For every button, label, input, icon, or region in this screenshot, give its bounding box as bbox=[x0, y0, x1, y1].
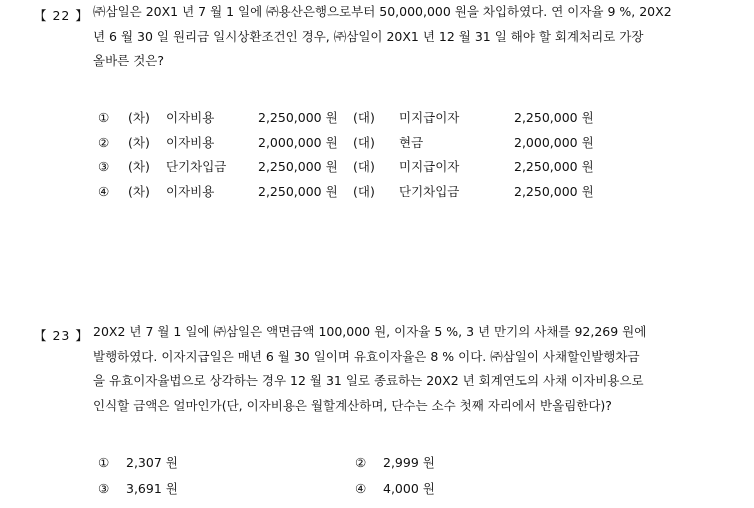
debit-amount: 2,250,000 원 bbox=[258, 110, 338, 125]
debit-account: 이자비용 bbox=[166, 110, 215, 125]
credit-amount: 2,250,000 원 bbox=[514, 110, 594, 125]
option-number: ① bbox=[98, 455, 110, 470]
question-23-stem bbox=[93, 320, 733, 418]
option-number: ④ bbox=[98, 183, 110, 199]
option-3[interactable] bbox=[98, 477, 178, 502]
stem-line: 을 유효이자율법으로 상각하는 경우 12 월 31 일로 종료하는 20X2 년 회계연도의 사채 이자비용으로 bbox=[93, 373, 644, 388]
option-number: ② bbox=[98, 134, 110, 150]
stem-line: 발행하였다. 이자지급일은 매년 6 월 30 일이며 유효이자율은 8 % 이다. ㈜삼일이 사채할인발행차금 bbox=[93, 348, 640, 364]
debit-marker: (차) bbox=[128, 183, 150, 199]
stem-line: 인식할 금액은 얼마인가(단, 이자비용은 월할계산하며, 단수는 소수 첫째 자리에서 반올림한다)? bbox=[93, 397, 612, 413]
credit-account: 단기차입금 bbox=[399, 183, 460, 199]
debit-account: 이자비용 bbox=[166, 183, 215, 199]
debit-marker: (차) bbox=[128, 159, 150, 174]
debit-amount: 2,250,000 원 bbox=[258, 183, 338, 199]
question-23-number: 【 23 】 bbox=[34, 328, 89, 343]
option-number: ③ bbox=[98, 481, 110, 496]
option-text: 4,000 원 bbox=[383, 481, 435, 496]
stem-line: ㈜삼일은 20X1 년 7 월 1 일에 ㈜용산은행으로부터 50,000,000 원을 차입하였다. 연 이자율 9 %, 20X2 bbox=[93, 4, 672, 19]
credit-account: 현금 bbox=[399, 134, 424, 150]
credit-amount: 2,250,000 원 bbox=[514, 159, 594, 174]
credit-marker: (대) bbox=[353, 110, 375, 125]
option-1[interactable] bbox=[98, 451, 178, 476]
credit-account: 미지급이자 bbox=[399, 110, 460, 125]
credit-amount: 2,250,000 원 bbox=[514, 183, 594, 199]
debit-amount: 2,000,000 원 bbox=[258, 134, 338, 150]
question-22-number: 【 22 】 bbox=[34, 8, 89, 23]
credit-marker: (대) bbox=[353, 159, 375, 174]
stem-line: 20X2 년 7 월 1 일에 ㈜삼일은 액면금액 100,000 원, 이자율 5 %, 3 년 만기의 사채를 92,269 원에 bbox=[93, 324, 647, 339]
option-text: 2,307 원 bbox=[126, 455, 178, 470]
debit-amount: 2,250,000 원 bbox=[258, 159, 338, 174]
debit-marker: (차) bbox=[128, 134, 150, 150]
debit-marker: (차) bbox=[128, 110, 150, 125]
credit-account: 미지급이자 bbox=[399, 159, 460, 174]
credit-amount: 2,000,000 원 bbox=[514, 134, 594, 150]
option-text: 3,691 원 bbox=[126, 481, 178, 496]
stem-line: 년 6 월 30 일 원리금 일시상환조건인 경우, ㈜삼일이 20X1 년 12 월 31 일 해야 할 회계처리로 가장 bbox=[93, 28, 644, 44]
debit-account: 단기차입금 bbox=[166, 159, 227, 174]
debit-account: 이자비용 bbox=[166, 134, 215, 150]
option-2[interactable] bbox=[355, 451, 435, 476]
option-number: ④ bbox=[355, 481, 367, 496]
option-number: ③ bbox=[98, 159, 110, 174]
credit-marker: (대) bbox=[353, 134, 375, 150]
option-number: ② bbox=[355, 455, 367, 470]
stem-line: 올바른 것은? bbox=[93, 53, 164, 68]
question-22-stem bbox=[93, 0, 733, 74]
option-number: ① bbox=[98, 110, 110, 125]
option-text: 2,999 원 bbox=[383, 455, 435, 470]
option-4[interactable] bbox=[355, 477, 435, 502]
credit-marker: (대) bbox=[353, 183, 375, 199]
